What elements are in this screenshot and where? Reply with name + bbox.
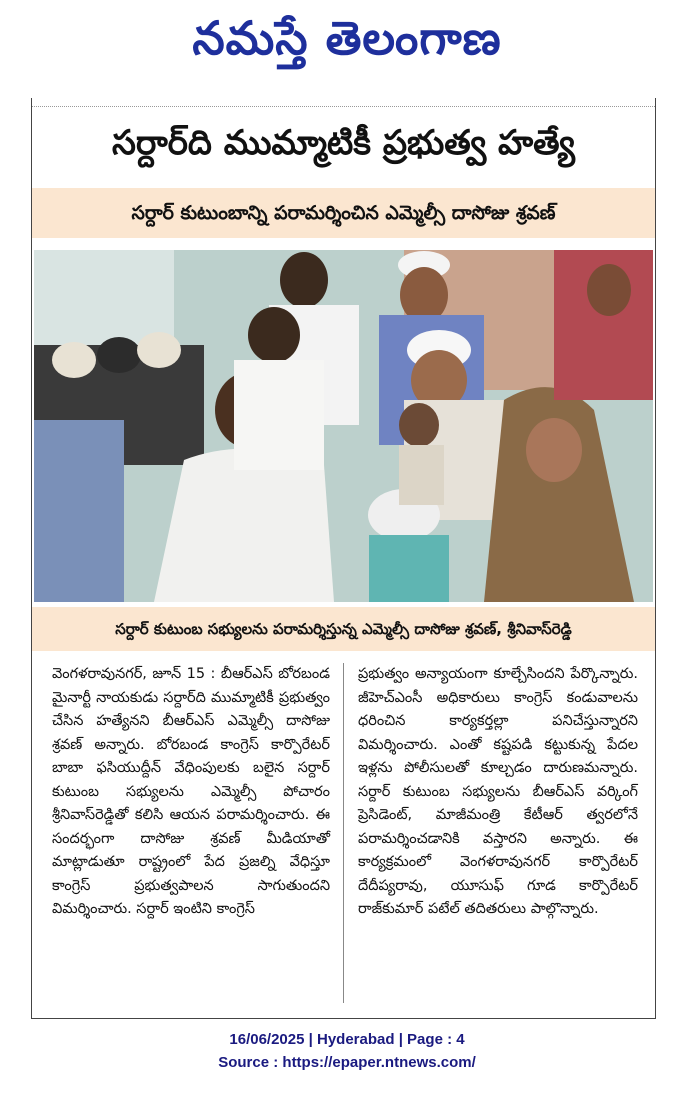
news-clipping: [31, 98, 656, 1019]
footer-date-line: 16/06/2025 | Hyderabad | Page : 4: [229, 1031, 465, 1048]
article-body-right-column: ప్రభుత్వం అన్యాయంగా కూల్చేసిందని పేర్కొన్నారు. జీహెచ్‌ఎంసీ అధికారులు కాంగ్రెస్ కండువాలను ధరించిన కార్యకర్తల్లా పనిచేస్తున్నారని విమర్శించారు. ఎంతో కష్టపడి కట్టుకున్న పేదల ఇళ్లను పోలీసులతో కూల్చడం దారుణమన్నారు. సర్దార్ కుటుంబ సభ్యులను బీఆర్‌ఎస్ వర్కింగ్ ప్రెసిడెంట్, మాజీమంత్రి కేటీఆర్ త్వరలోనే పరామర్శించడానికి వస్తారని అన్నారు. ఈ కార్యక్రమంలో వెంగళరావునగర్ కార్పొరేటర్ దేదీప్యరావు, యూసుఫ్ గూడ కార్పొరేటర్ రాజ్‌కుమార్ పటేల్ తదితరులు పాల్గొన్నారు.: [358, 666, 638, 917]
clipping-top-edge: [32, 98, 655, 107]
article-subheadline: సర్దార్ కుటుంబాన్ని పరామర్శించిన ఎమ్మెల్సీ దాసోజు శ్రవణ్: [32, 188, 655, 238]
footer-source-line: Source : https://epaper.ntnews.com/: [218, 1054, 476, 1071]
column-divider: [343, 663, 344, 1003]
masthead-title: నమస్తే తెలంగాణ: [192, 11, 502, 65]
article-headline: సర్దార్‌ది ముమ్మాటికీ ప్రభుత్వ హత్యే: [112, 123, 575, 163]
article-body-left-column: వెంగళరావునగర్, జూన్ 15 : బీఆర్‌ఎస్ బోరబండ మైనార్టీ నాయకుడు సర్దార్‌ది ముమ్మాటికీ ప్రభుత్వం చేసిన హత్యేనని బీఆర్‌ఎస్ ఎమ్మెల్సీ దాసోజు శ్రవణ్ అన్నారు. బోరబండ కాంగ్రెస్ కార్పొరేటర్ బాబా ఫసియుద్దీన్ వేధింపులకు బలైన సర్దార్ కుటుంబ సభ్యులను ఎమ్మెల్సీ పోచారం శ్రీనివాస్‌రెడ్డితో కలిసి ఆయన పరామర్శించారు. ఈ సందర్భంగా దాసోజు శ్రవణ్ మీడియాతో మాట్లాడుతూ రాష్ట్రంలో పేద ప్రజల్ని వేధిస్తూ కాంగ్రెస్ ప్రభుత్వపాలన సాగుతుందని విమర్శించారు. సర్దార్ ఇంటిని కాంగ్రెస్: [52, 666, 330, 917]
photo-caption: సర్దార్ కుటుంబ సభ్యులను పరామర్శిస్తున్న ఎమ్మెల్సీ దాసోజు శ్రవణ్, శ్రీనివాస్‌రెడ్డి: [32, 607, 655, 651]
news-photo: [34, 250, 653, 602]
